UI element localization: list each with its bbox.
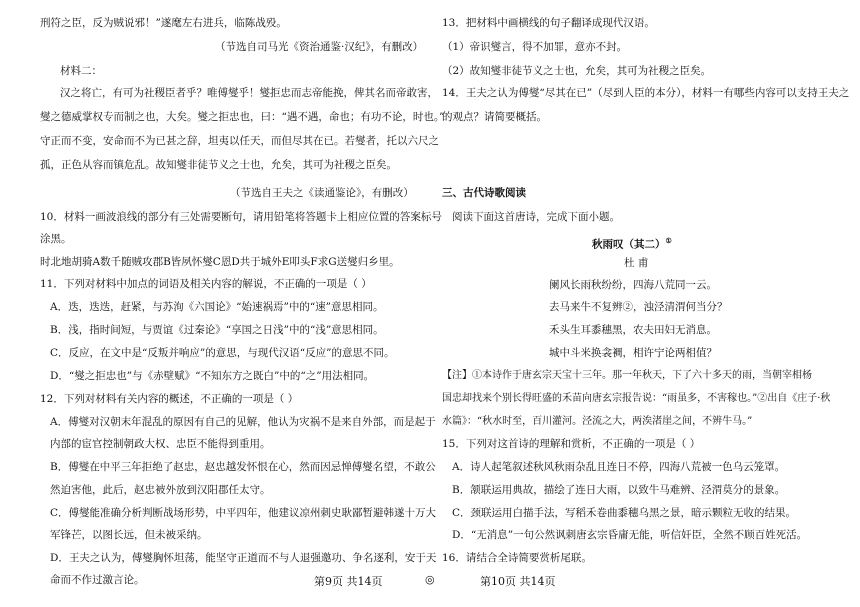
question-13: 13．把材料中画横线的句子翻译成现代汉语。: [442, 17, 655, 29]
poem-title: [592, 234, 672, 252]
instruction: 阅读下面这首唐诗，完成下面小题。: [452, 211, 620, 223]
question-12: 12．下列对材料有关内容的概述，不正确的一项是（ ）: [40, 393, 299, 405]
option-a: A．诗人起笔叙述秋风秋雨杂乱且连日不停，四海八荒被一色乌云笼罩。: [452, 461, 786, 473]
page-number-right: 第10页 共14页: [480, 575, 556, 588]
poem-line: 阑风长雨秋纷纷，四海八荒同一云。: [549, 279, 717, 291]
question-14: 14．王夫之认为傅燮“尽其在已”（尽到人臣的本分），材料一有哪些内容可以支持王夫之: [442, 87, 850, 99]
question-16: 16．请结合全诗简要赏析尾联。: [442, 552, 592, 564]
option-a: A．迭，迭迭，赶紧，与苏洵《六国论》“始速祸焉”中的“速”意思相同。: [50, 301, 384, 313]
note-line: 水篇》：“秋水时至，百川灌河。泾流之大，两涘渚崖之间，不辨牛马。”: [442, 416, 753, 427]
poem-line: 去马来牛不复辨②，浊泾清渭何当分？: [549, 301, 728, 313]
question-13-part-2: （2）故知燮非徒节义之士也，允矣，其可为社稷之臣矣。: [442, 65, 712, 77]
question-13-part-1: （1）帝识燮言，得不加罪，意亦不封。: [442, 41, 628, 53]
source-note: （节选自司马光《资治通鉴·汉纪》，有删改）: [215, 41, 424, 53]
note-marker: ①: [665, 236, 672, 245]
text-line: 燮之德威掌权专而制之也，大矣。燮之拒忠也，曰：“遇不遇，命也；有功不论，时也。”: [40, 111, 445, 123]
option-b: B．浅，指时间短，与贾谊《过秦论》“享国之日浅”中的“浅”意思相同。: [50, 324, 384, 336]
source-note: （节选自王夫之《读通鉴论》，有删改）: [230, 187, 414, 199]
option-c: C．颈联运用白描手法，写稻禾卷曲黍穗乌黑之景，暗示颗粒无收的结果。: [452, 507, 797, 519]
section-heading: 三、古代诗歌阅读: [442, 187, 526, 199]
option-c: C．傅燮能准确分析判断战场形势，中平四年，他建议凉州刺史耿鄙暂避韩遂十万大: [50, 507, 437, 519]
question-10-sentence: 时北地胡骑A数千随贼攻郡B皆夙怀燮C恩D共于城外E叩头F求G送燮归乡里。: [40, 256, 400, 268]
option-c: C．反应，在文中是“反叛并响应”的意思，与现代汉语“反应”的意思不同。: [50, 347, 395, 359]
text-line: 守正而不变，安命而不为已甚之辞，坦夷以任天，而但尽其在已。若燮者，托以六尺之: [40, 135, 439, 147]
text-line: 军锋芒，以图长远，但未被采纳。: [50, 529, 208, 541]
text-line: 汉之将亡，有可为社稷臣者乎？唯傅燮乎！燮拒忠而志帝能挽，俾其名而帝敢害，: [60, 87, 438, 99]
question-10: 10．材料一画波浪线的部分有三处需要断句，请用铅笔将答题卡上相应位置的答案标号: [40, 211, 442, 223]
poem-author: 杜 甫: [624, 257, 649, 269]
poem-line: 城中斗米换衾裯，相许宁论两相值？: [549, 347, 717, 359]
text-line: 内部的宦官控制朝政大权、忠臣不能得到重用。: [50, 438, 271, 450]
text-line: 涂黑。: [40, 233, 72, 245]
option-b: B．傅燮在中平三年拒绝了赵忠，赵忠越发怀恨在心，然而因忌惮傅燮名望，不敢公: [50, 461, 436, 473]
option-a: A．傅燮对汉朝末年混乱的原因有自己的见解，他认为灾祸不是来自外部，而是起于: [50, 416, 436, 428]
option-b: B．颔联运用典故，描绘了连日大雨，以致牛马难辨、泾渭莫分的景象。: [452, 484, 786, 496]
poem-title-text: 秋雨叹（其二）: [592, 238, 666, 251]
page-number-left: 第9页 共14页: [314, 575, 383, 588]
question-15: 15．下列对这首诗的理解和赏析，不正确的一项是（ ）: [442, 438, 701, 450]
page-divider-icon: ◎: [425, 573, 435, 586]
text-line: 刑符之臣，反为贼说邪！”遂麾左右进兵，临陈战殁。: [40, 17, 287, 29]
text-line: 命而不作过激言论。: [50, 574, 145, 586]
note-line: 国忠却找来个别长得旺盛的禾苗向唐玄宗报告说：“雨虽多，不害稼也。”②出自《庄子·秋: [442, 393, 831, 404]
material-heading: 材料二：: [60, 65, 102, 77]
poem-line: 禾头生耳黍穗黑，农夫田妇无消息。: [549, 324, 717, 336]
option-d: D．“燮之拒忠也”与《赤壁赋》“不知东方之既白”中的“之”用法相同。: [50, 370, 375, 382]
note-line: 【注】①本诗作于唐玄宗天宝十三年。那一年秋天，下了六十多天的雨，当朝宰相杨: [442, 370, 812, 381]
option-d: D．“无消息”一句公然讽刺唐玄宗昏庸无能，听信奸臣，全然不顾百姓死活。: [452, 529, 808, 541]
question-11: 11．下列对材料中加点的词语及相关内容的解说，不正确的一项是（ ）: [40, 278, 372, 290]
text-line: 然迫害他，此后，赵忠被外放到汉阳郡任太守。: [50, 484, 271, 496]
text-line-underlined: 孤，正色从容而镇危乱。故知燮非徒节义之士也，允矣，其可为社稷之臣矣。: [40, 159, 397, 171]
option-d: D．王夫之认为，傅燮胸怀坦荡，能坚守正道而不与人退强邀功、争名逐利，安于天: [50, 552, 437, 564]
text-line: 的观点？请简要概括。: [442, 111, 547, 123]
